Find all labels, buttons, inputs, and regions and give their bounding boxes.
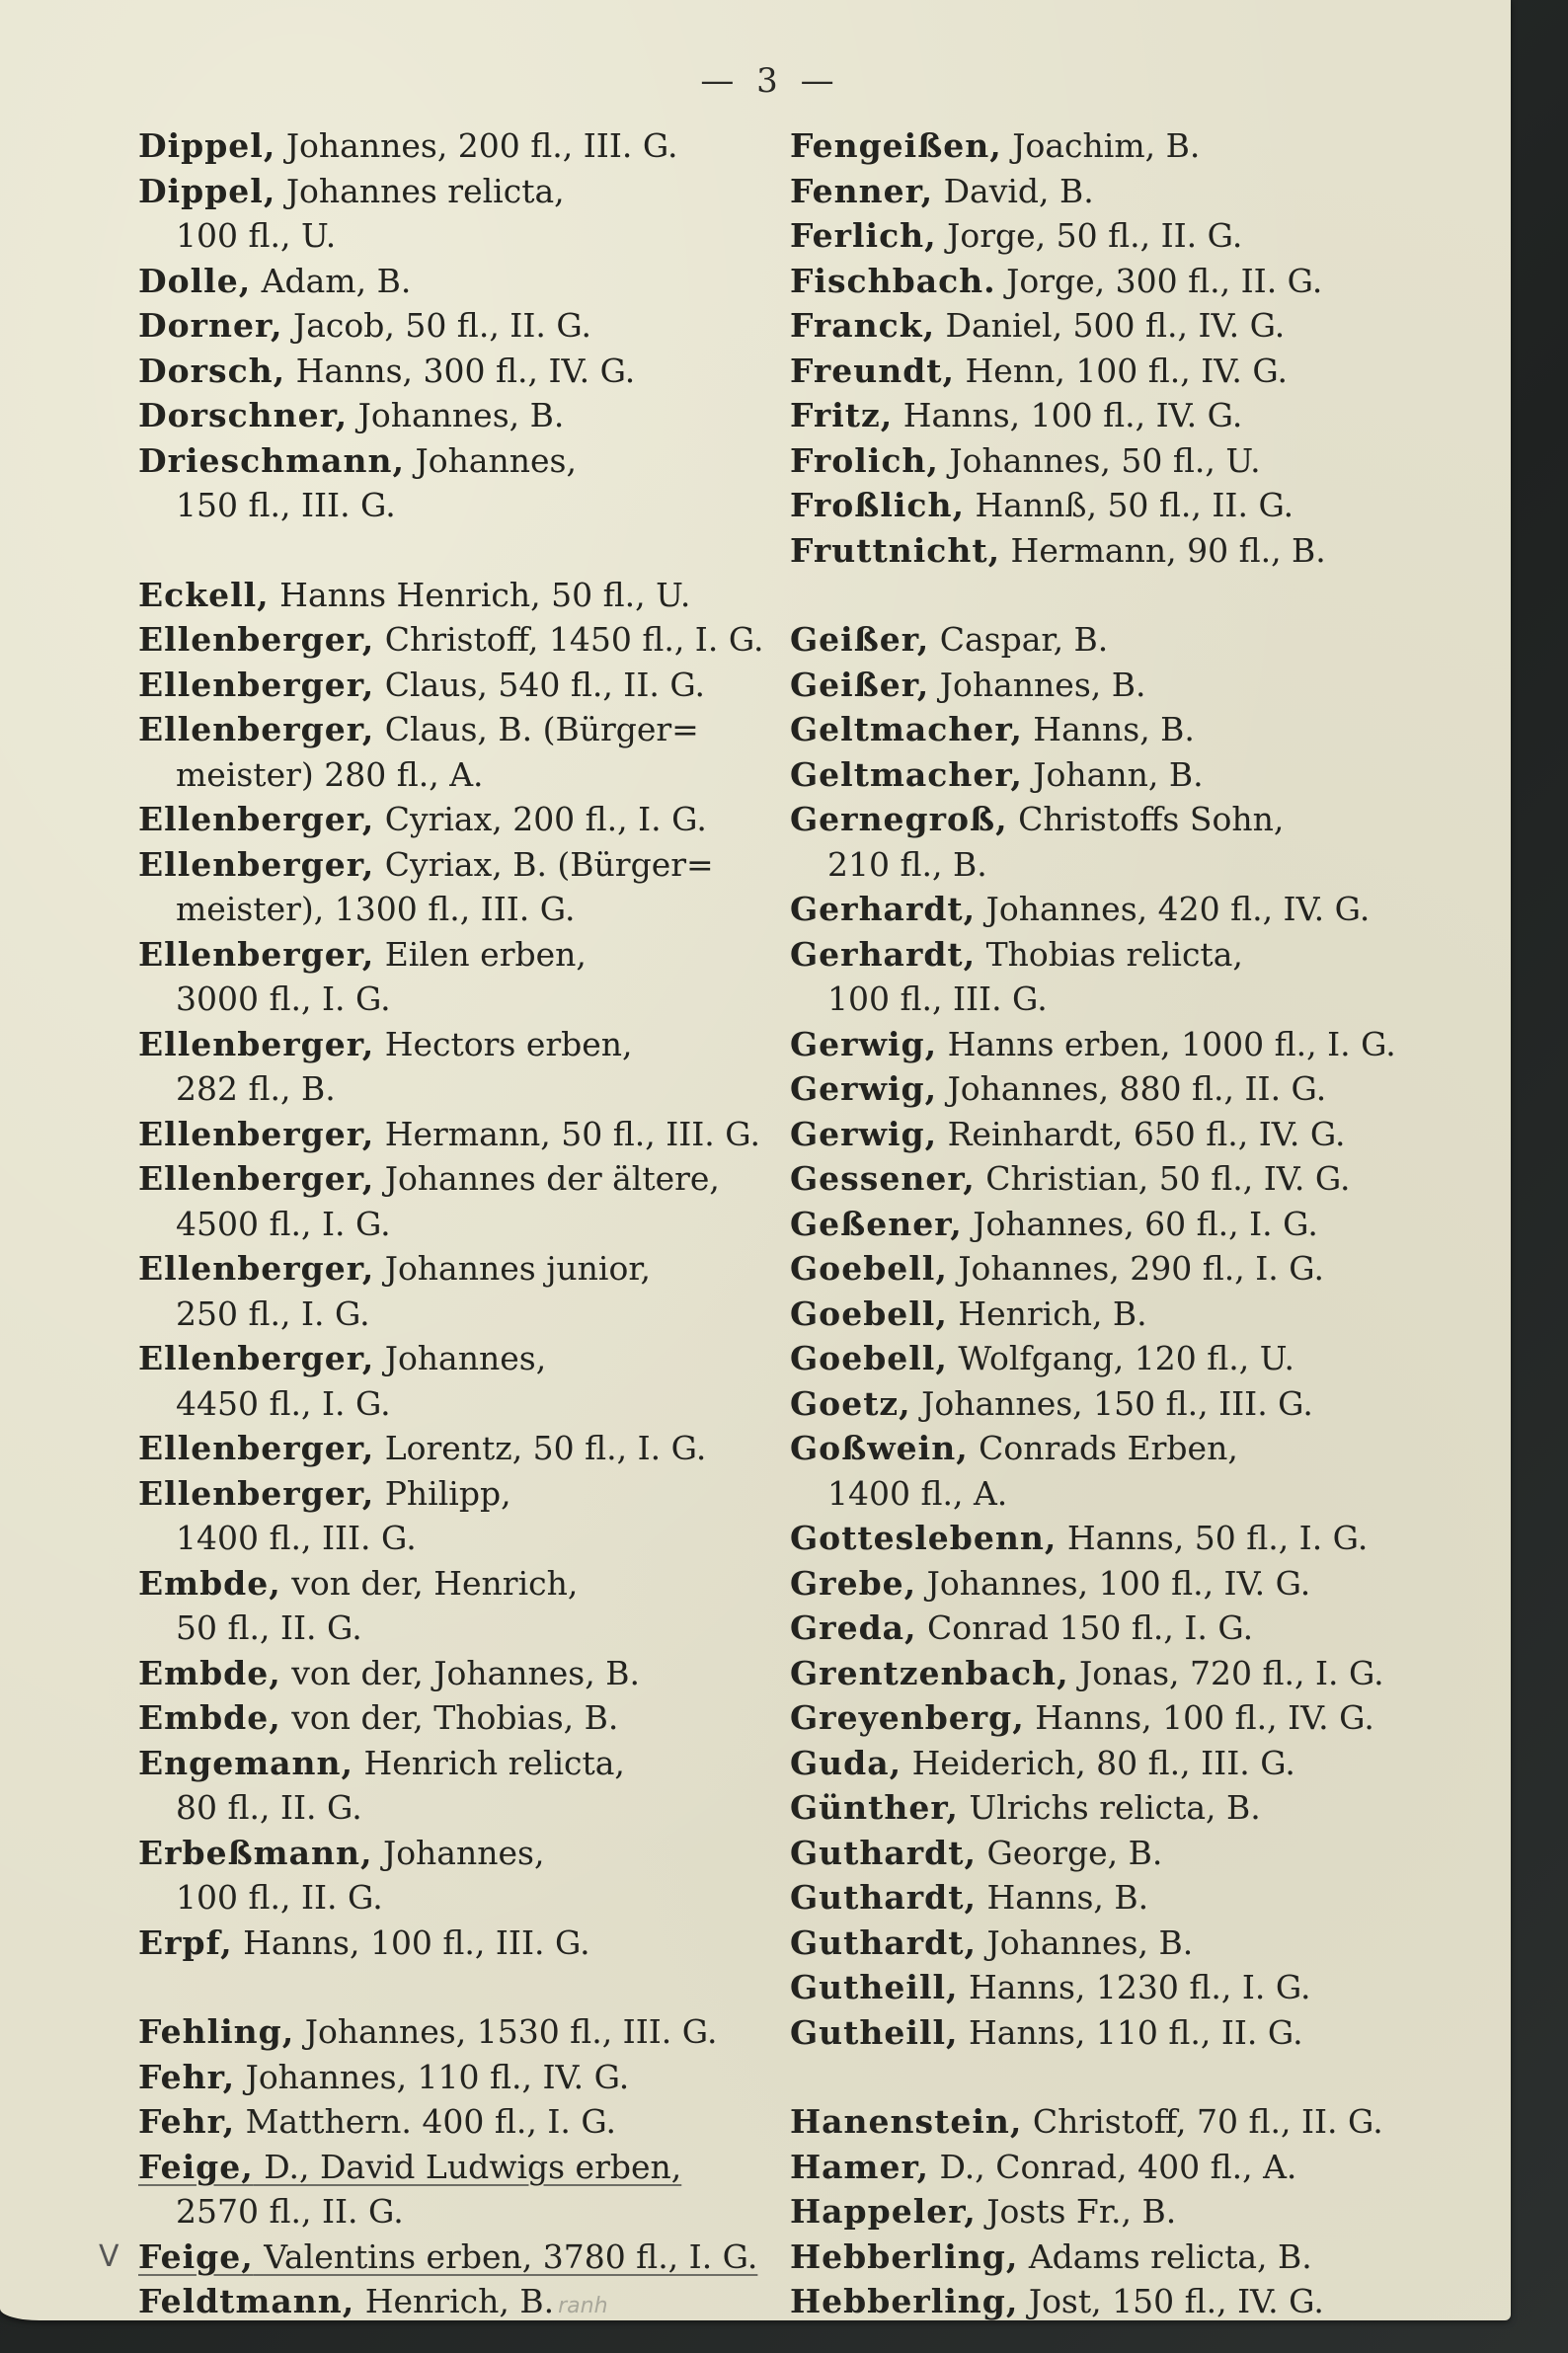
list-item: Geltmacher, Johann, B. [790, 754, 1204, 794]
section-h [790, 2099, 1422, 2324]
list-item: Frolich, Johannes, 50 fl., U. [790, 440, 1261, 480]
section-d [138, 123, 770, 528]
list-item: Ellenberger, Philipp, 1400 fl., III. G. [138, 1473, 511, 1557]
list-item: Ellenberger, Claus, 540 fl., II. G. [138, 665, 706, 704]
list-item: Dolle, Adam, B. [138, 261, 412, 300]
list-item: Hanenstein, Christoff, 70 fl., II. G. [790, 2102, 1383, 2141]
section-g [790, 617, 1422, 2055]
list-item: Ellenberger, Hectors erben, 282 fl., B. [138, 1024, 633, 1108]
list-item: Hebberling, Adams relicta, B. [790, 2236, 1312, 2276]
list-item: Froßlich, Hannß, 50 fl., II. G. [790, 486, 1294, 524]
section-divider [138, 528, 770, 573]
section-divider [790, 2055, 1422, 2099]
section-f-continued [790, 123, 1422, 573]
list-item: Gerwig, Johannes, 880 fl., II. G. [790, 1069, 1327, 1108]
pencil-underline: Feige, D., David Ludwigs erben, [138, 2147, 682, 2186]
list-item: Engemann, Henrich relicta, 80 fl., II. G. [138, 1743, 625, 1827]
list-item: Ellenberger, Cyriax, 200 fl., I. G. [138, 800, 707, 838]
left-column [99, 123, 770, 2329]
list-item: Gerhardt, Johannes, 420 fl., IV. G. [790, 890, 1371, 928]
list-item: Fengeißen, Joachim, B. [790, 126, 1201, 165]
list-item: Freundt, Henn, 100 fl., IV. G. [790, 351, 1289, 390]
list-item: Greyenberg, Hanns, 100 fl., IV. G. [790, 1698, 1374, 1737]
list-item: Ferlich, Jorge, 50 fl., II. G. [790, 216, 1243, 255]
list-item: Ellenberger, Johannes der ältere, 4500 fl., I. G. [138, 1159, 720, 1243]
list-item: Ellenberger, Johannes, 4450 fl., I. G. [138, 1339, 547, 1423]
list-item: Dippel, Johannes, 200 fl., III. G. [138, 126, 678, 165]
list-item: Gutheill, Hanns, 110 fl., II. G. [790, 2012, 1303, 2052]
list-item: Ellenberger, Claus, B. (Bürger= meister) 280 fl., A. [138, 710, 699, 794]
section-divider [138, 1965, 770, 2009]
list-item: Geltmacher, Hanns, B. [790, 710, 1195, 748]
list-item: Fehling, Johannes, 1530 fl., III. G. [138, 2012, 718, 2051]
list-item: Geißer, Caspar, B. [790, 620, 1109, 659]
list-item: Dorschner, Johannes, B. [138, 396, 565, 434]
list-item: Hamer, D., Conrad, 400 fl., A. [790, 2147, 1297, 2186]
pencil-note: ranh [558, 2294, 608, 2318]
list-item: Erpf, Hanns, 100 fl., III. G. [138, 1922, 590, 1962]
list-item: Fischbach. Jorge, 300 fl., II. G. [790, 261, 1323, 300]
page-number: — 3 — [700, 61, 840, 101]
list-item: Gerwig, Hanns erben, 1000 fl., I. G. [790, 1024, 1396, 1063]
list-item: Erbeßmann, Johannes, 100 fl., II. G. [138, 1833, 545, 1917]
list-item: Guda, Heiderich, 80 fl., III. G. [790, 1743, 1295, 1782]
list-item: Happeler, Josts Fr., B. [790, 2192, 1177, 2231]
list-item: Dorner, Jacob, 50 fl., II. G. [138, 306, 592, 345]
list-item-underlined: Feige, D., David Ludwigs erben, 2570 fl., II. G. [138, 2147, 682, 2231]
list-item: Dorsch, Hanns, 300 fl., IV. G. [138, 351, 636, 390]
list-item: Fruttnicht, Hermann, 90 fl., B. [790, 530, 1326, 570]
list-item: Feldtmann, Henrich, B. ranh [138, 2282, 608, 2320]
list-item: Guthardt, Johannes, B. [790, 1922, 1194, 1962]
list-item: Grentzenbach, Jonas, 720 fl., I. G. [790, 1653, 1384, 1692]
list-item: Goßwein, Conrads Erben, 1400 fl., A. [790, 1429, 1238, 1513]
check-mark-icon: V [99, 2238, 119, 2274]
list-item: Ellenberger, Hermann, 50 fl., III. G. [138, 1114, 760, 1153]
list-item: Embde, von der, Johannes, B. [138, 1653, 640, 1692]
right-column [790, 123, 1422, 2324]
list-item: Gutheill, Hanns, 1230 fl., I. G. [790, 1968, 1311, 2006]
list-item: Ellenberger, Lorentz, 50 fl., I. G. [138, 1429, 707, 1467]
list-item: Goetz, Johannes, 150 fl., III. G. [790, 1383, 1313, 1423]
list-item: Ellenberger, Christoff, 1450 fl., I. G. [138, 620, 764, 659]
list-item: Dippel, Johannes relicta, 100 fl., U. [138, 171, 565, 255]
list-item: Gerhardt, Thobias relicta, 100 fl., III. G. [790, 934, 1243, 1018]
list-item: Ellenberger, Cyriax, B. (Bürger= meister), 1300 fl., III. G. [138, 844, 714, 928]
list-item: Ellenberger, Eilen erben, 3000 fl., I. G. [138, 934, 587, 1018]
list-item: Embde, von der, Thobias, B. [138, 1698, 619, 1737]
list-item: Gerwig, Reinhardt, 650 fl., IV. G. [790, 1114, 1346, 1153]
list-item: Guthardt, George, B. [790, 1833, 1163, 1872]
list-item: Eckell, Hanns Henrich, 50 fl., U. [138, 575, 691, 614]
pencil-underline: Feige, Valentins erben, 3780 fl., I. G. [138, 2236, 758, 2276]
list-item: Fehr, Matthern. 400 fl., I. G. [138, 2102, 617, 2141]
section-divider [790, 573, 1422, 617]
list-item: Fenner, David, B. [790, 171, 1094, 210]
list-item: Gotteslebenn, Hanns, 50 fl., I. G. [790, 1519, 1369, 1557]
list-item: Fehr, Johannes, 110 fl., IV. G. [138, 2057, 630, 2096]
list-item: Goebell, Johannes, 290 fl., I. G. [790, 1249, 1324, 1288]
list-item: Embde, von der, Henrich, 50 fl., II. G. [138, 1563, 579, 1647]
list-item: Franck, Daniel, 500 fl., IV. G. [790, 306, 1286, 345]
list-item: Hebberling, Jost, 150 fl., IV. G. [790, 2282, 1324, 2320]
list-item: Günther, Ulrichs relicta, B. [790, 1788, 1261, 1827]
section-e [138, 573, 770, 1966]
list-item: Geßener, Johannes, 60 fl., I. G. [790, 1204, 1318, 1243]
list-item: Ellenberger, Johannes junior, 250 fl., I. G. [138, 1249, 651, 1333]
list-item: Gernegroß, Christoffs Sohn, 210 fl., B. [790, 800, 1285, 884]
list-item: Grebe, Johannes, 100 fl., IV. G. [790, 1563, 1311, 1603]
list-item: Fritz, Hanns, 100 fl., IV. G. [790, 396, 1243, 434]
list-item: Goebell, Henrich, B. [790, 1294, 1147, 1333]
list-item: Geißer, Johannes, B. [790, 665, 1146, 704]
list-item: Goebell, Wolfgang, 120 fl., U. [790, 1339, 1295, 1377]
list-item: Guthardt, Hanns, B. [790, 1878, 1149, 1917]
list-item: Drieschmann, Johannes, 150 fl., III. G. [138, 440, 577, 524]
list-item: Greda, Conrad 150 fl., I. G. [790, 1608, 1254, 1647]
section-f [99, 2009, 770, 2329]
list-item-underlined [99, 2235, 770, 2280]
list-item: Gessener, Christian, 50 fl., IV. G. [790, 1159, 1351, 1198]
